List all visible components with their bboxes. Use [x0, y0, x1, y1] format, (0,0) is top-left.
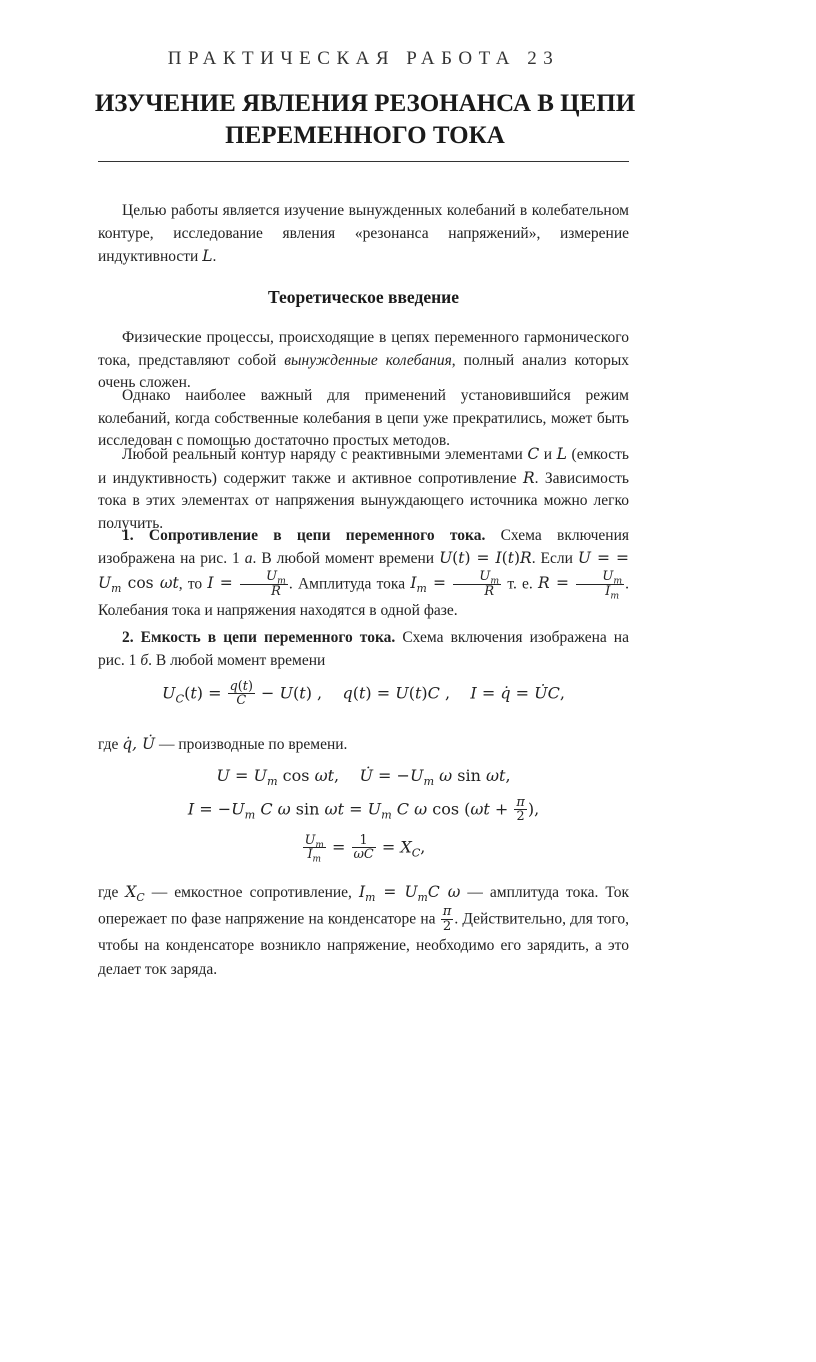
item-1-text-3: . Если: [531, 550, 578, 567]
item-2-heading: 2. Емкость в цепи переменного тока.: [122, 629, 396, 646]
abstract-text: Целью работы является изучение вынужденных колебаний в колебательном контуре, исследование явления «резонанса напряжений», измерение индуктивности: [98, 202, 629, 265]
closing-paragraph: где $X_C$ — емкостное сопротивление, $I_m = U_mC$ ω — амплитуда тока. Ток опережает по фазе напряжение на конденсаторе на $\frac{\pi}{2}$ . Действительно, для того, чтобы на конденсаторе возникло напряжение, необходимо его зарядить, а это делает ток заряда.: [98, 883, 629, 978]
intro-paragraph-3: Любой реальный контур наряду с реактивными элементами C и L (емкость и индуктивность) содержит также и активное сопротивление R. Зависимость тока в этих элементах от напряжения вынуждающего источника можно легко получить.: [98, 445, 630, 532]
page-title: [60, 88, 670, 152]
abstract-paragraph: [98, 200, 629, 269]
closing-text-2: — емкостное сопротивление,: [144, 884, 359, 901]
abstract-end: .: [212, 248, 217, 265]
item-2-fig: б: [140, 651, 149, 669]
equation-current: $I = -U_m$ C ω $\sin \omega t = U_m$ C ω cos (ωt + $\frac{\pi}{2}$ ),: [187, 795, 540, 825]
item-1-text-6: т. е.: [502, 575, 539, 593]
equation-voltage: $U = U_m$ cos ωt, U̇ = $-U_m$ ω sin ωt,: [216, 766, 511, 789]
closing-text-4: . Действительно, для того, чтобы на конденсаторе возникло напряжение, необходимо его зарядить, а это делает ток заряда.: [98, 910, 629, 978]
section-heading: Теоретическое введение: [267, 287, 460, 307]
equation-reactance: $\frac{U_m}{I_m}$ = $\frac{1}{\omega C}$ = $X_C$,: [304, 833, 426, 865]
item-1-text-2: . В любой момент времени: [252, 550, 440, 567]
item-1-text-5: . Амплитуда тока: [288, 575, 411, 593]
intro-p3-a: Любой реальный контур наряду с реактивными элементами: [122, 446, 528, 463]
item-1-paragraph: 1. Сопротивление в цепи переменного тока. Схема включения изображена на рис. 1 а. В любой момент времени U(t) = I(t)R. Если U = = $U_m$ cos ωt, то I = $\frac{U_m}{R}$ . Амплитуда тока $I_m$ = $\frac{U_m}{R}$ т. е. R = $\frac{U_m}{I_m}$ . Колебания тока и напряжения находятся в одной фазе.: [98, 527, 629, 619]
intro-p1-text: Физические процессы, происходящие в цепях переменного гармонического тока, представляют собой: [98, 329, 629, 369]
title-line-1: ИЗУЧЕНИЕ ЯВЛЕНИЯ РЕЗОНАНСА В ЦЕПИ: [94, 90, 636, 117]
item-1-text-1: Схема включения изображена на рис. 1: [98, 527, 629, 567]
item-2-text-2: . В любой момент времени: [148, 651, 326, 669]
item-2-text-1: Схема включения изображена на рис. 1: [98, 629, 629, 669]
item-1-fig: а: [244, 550, 253, 567]
intro-p1-italic: вынужденные колебания: [284, 351, 452, 369]
closing-text-1: где: [98, 884, 126, 901]
item-2-paragraph: [98, 627, 629, 672]
derivatives-text-1: где: [98, 736, 123, 753]
abstract-var: L: [202, 247, 213, 265]
title-divider: [98, 161, 629, 162]
intro-p3-c: (емкость и индуктивность) содержит также и активное сопротивление: [98, 446, 630, 487]
title-line-2: ПЕРЕМЕННОГО ТОКА: [225, 122, 505, 149]
derivatives-text-2: — производные по времени.: [155, 736, 348, 753]
item-1-text-7: . Колебания тока и напряжения находятся в одной фазе.: [98, 575, 629, 619]
running-header: ПРАКТИЧЕСКАЯ РАБОТА 23: [167, 48, 560, 69]
item-1-text-4: , то: [178, 575, 208, 593]
closing-text-3: — амплитуда тока. Ток опережает по фазе напряжение на конденсаторе на: [98, 884, 629, 928]
intro-p3-d: . Зависимость тока в этих элементах от напряжения вынуждающего источника можно легко получить.: [98, 469, 629, 532]
item-1-heading: 1. Сопротивление в цепи переменного тока.: [122, 527, 486, 544]
intro-p1-end: , полный анализ которых очень сложен.: [98, 351, 629, 391]
equation-capacitor: $U_C(t)$ = $\frac{q(t)}{C}$ − U(t) , q(t) = U(t)C , I = q̇ = U̇C,: [162, 679, 565, 709]
intro-paragraph-2: Однако наиболее важный для применений установившийся режим колебаний, когда собственные колебания в цепи уже прекратились, может быть исследован с помощью достаточно простых методов.: [98, 387, 629, 449]
derivatives-note: где q̇, U̇ — производные по времени.: [98, 735, 348, 753]
intro-p3-b: и: [539, 446, 557, 463]
